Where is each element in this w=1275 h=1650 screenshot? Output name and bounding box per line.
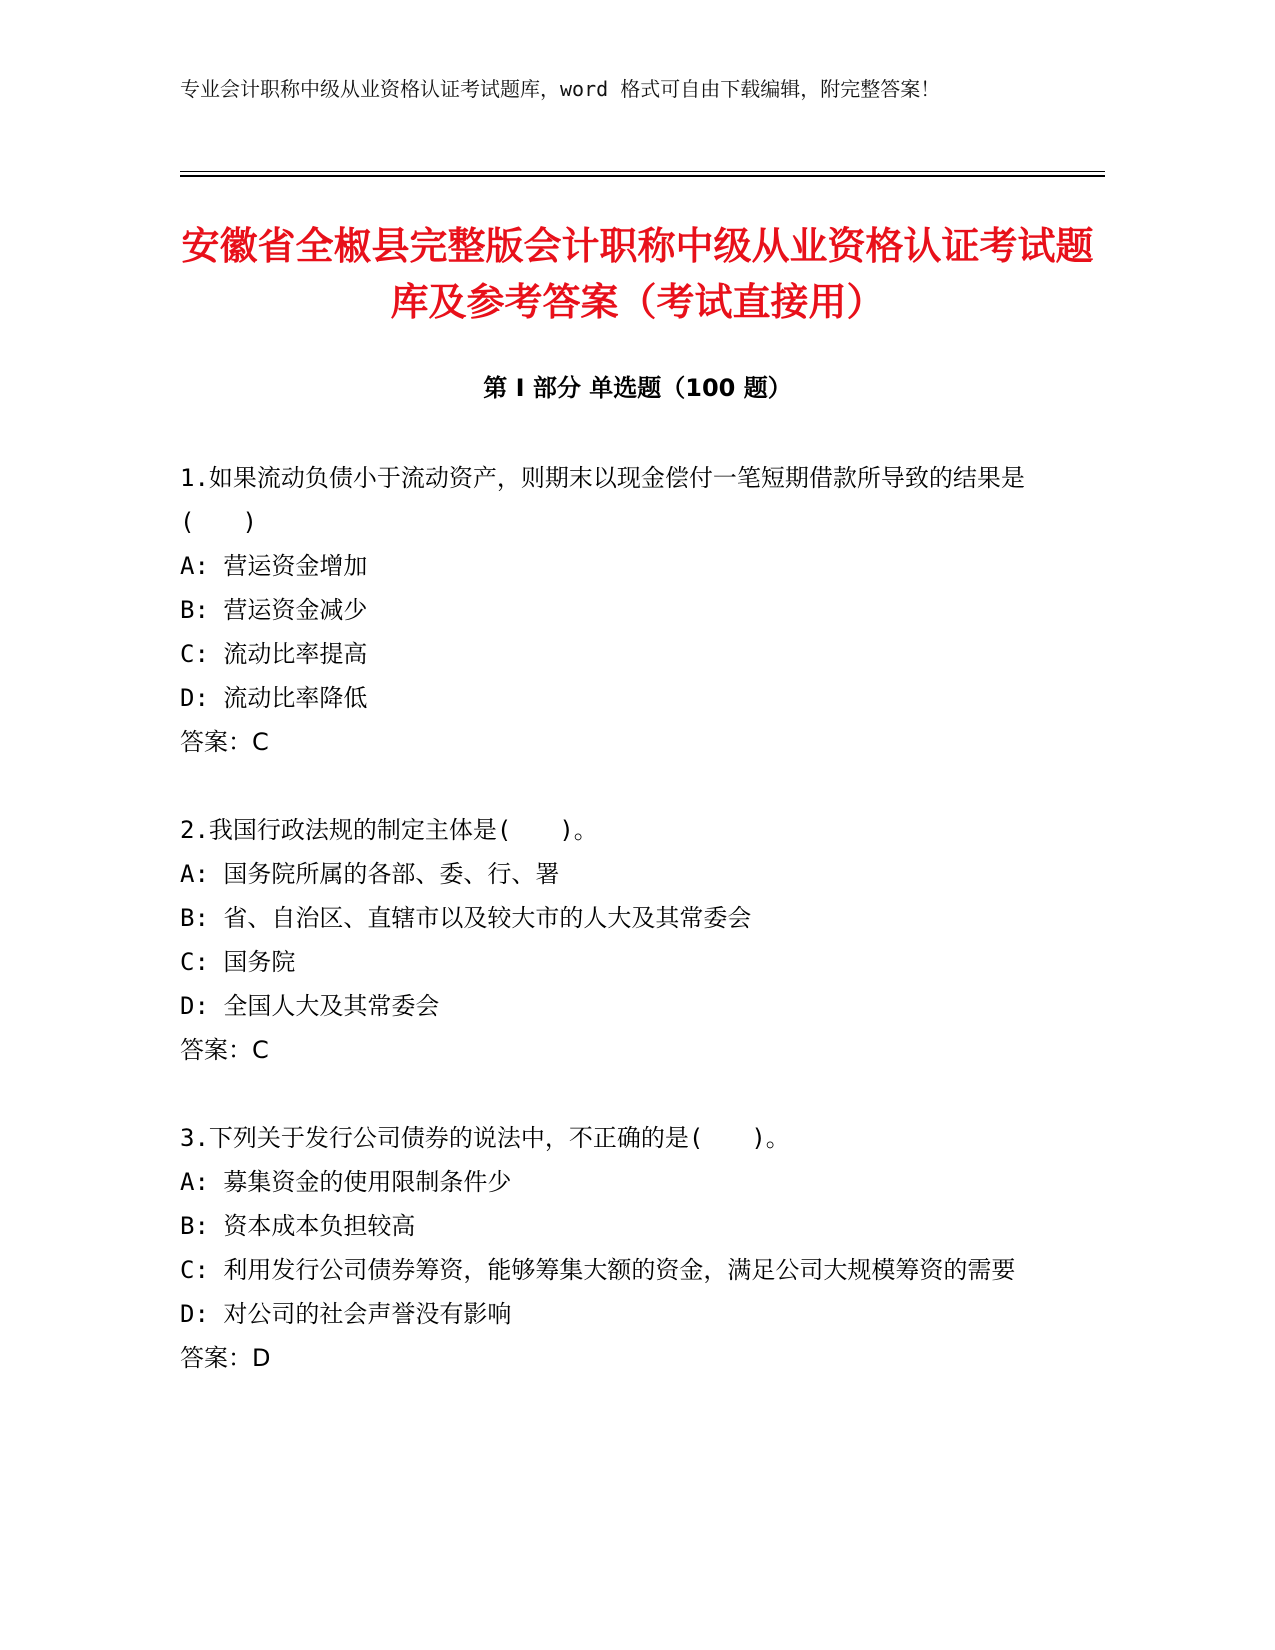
question-stem: 1.如果流动负债小于流动资产，则期末以现金偿付一笔短期借款所导致的结果是( ) [180, 464, 1025, 536]
option-d: D: 对公司的社会声誉没有影响 [180, 1300, 512, 1328]
section-title: 第 I 部分 单选题（100 题） [483, 374, 792, 402]
header-note: 专业会计职称中级从业资格认证考试题库，word 格式可自由下载编辑，附完整答案！ [180, 77, 941, 101]
answer: 答案：C [180, 728, 269, 756]
option-d: D: 全国人大及其常委会 [180, 992, 440, 1020]
document-title: 安徽省全椒县完整版会计职称中级从业资格认证考试题库及参考答案（考试直接用） [181, 224, 1094, 324]
option-c: C: 流动比率提高 [180, 640, 368, 668]
header-divider-thin [180, 171, 1105, 172]
question-stem: 3.下列关于发行公司债券的说法中，不正确的是( )。 [180, 1124, 790, 1152]
option-c: C: 利用发行公司债券筹资，能够筹集大额的资金，满足公司大规模筹资的需要 [180, 1256, 1016, 1284]
question-list [180, 456, 1040, 1424]
question-3 [180, 1116, 1040, 1380]
option-a: A: 国务院所属的各部、委、行、署 [180, 860, 560, 888]
option-b: B: 省、自治区、直辖市以及较大市的人大及其常委会 [180, 904, 752, 932]
option-a: A: 募集资金的使用限制条件少 [180, 1168, 512, 1196]
question-stem: 2.我国行政法规的制定主体是( )。 [180, 816, 598, 844]
option-b: B: 资本成本负担较高 [180, 1212, 416, 1240]
answer: 答案：D [180, 1344, 271, 1372]
header-divider-thick [180, 175, 1105, 177]
option-a: A: 营运资金增加 [180, 552, 368, 580]
option-c: C: 国务院 [180, 948, 296, 976]
question-1 [180, 456, 1040, 764]
option-b: B: 营运资金减少 [180, 596, 368, 624]
question-2 [180, 808, 1040, 1072]
option-d: D: 流动比率降低 [180, 684, 368, 712]
answer: 答案：C [180, 1036, 269, 1064]
